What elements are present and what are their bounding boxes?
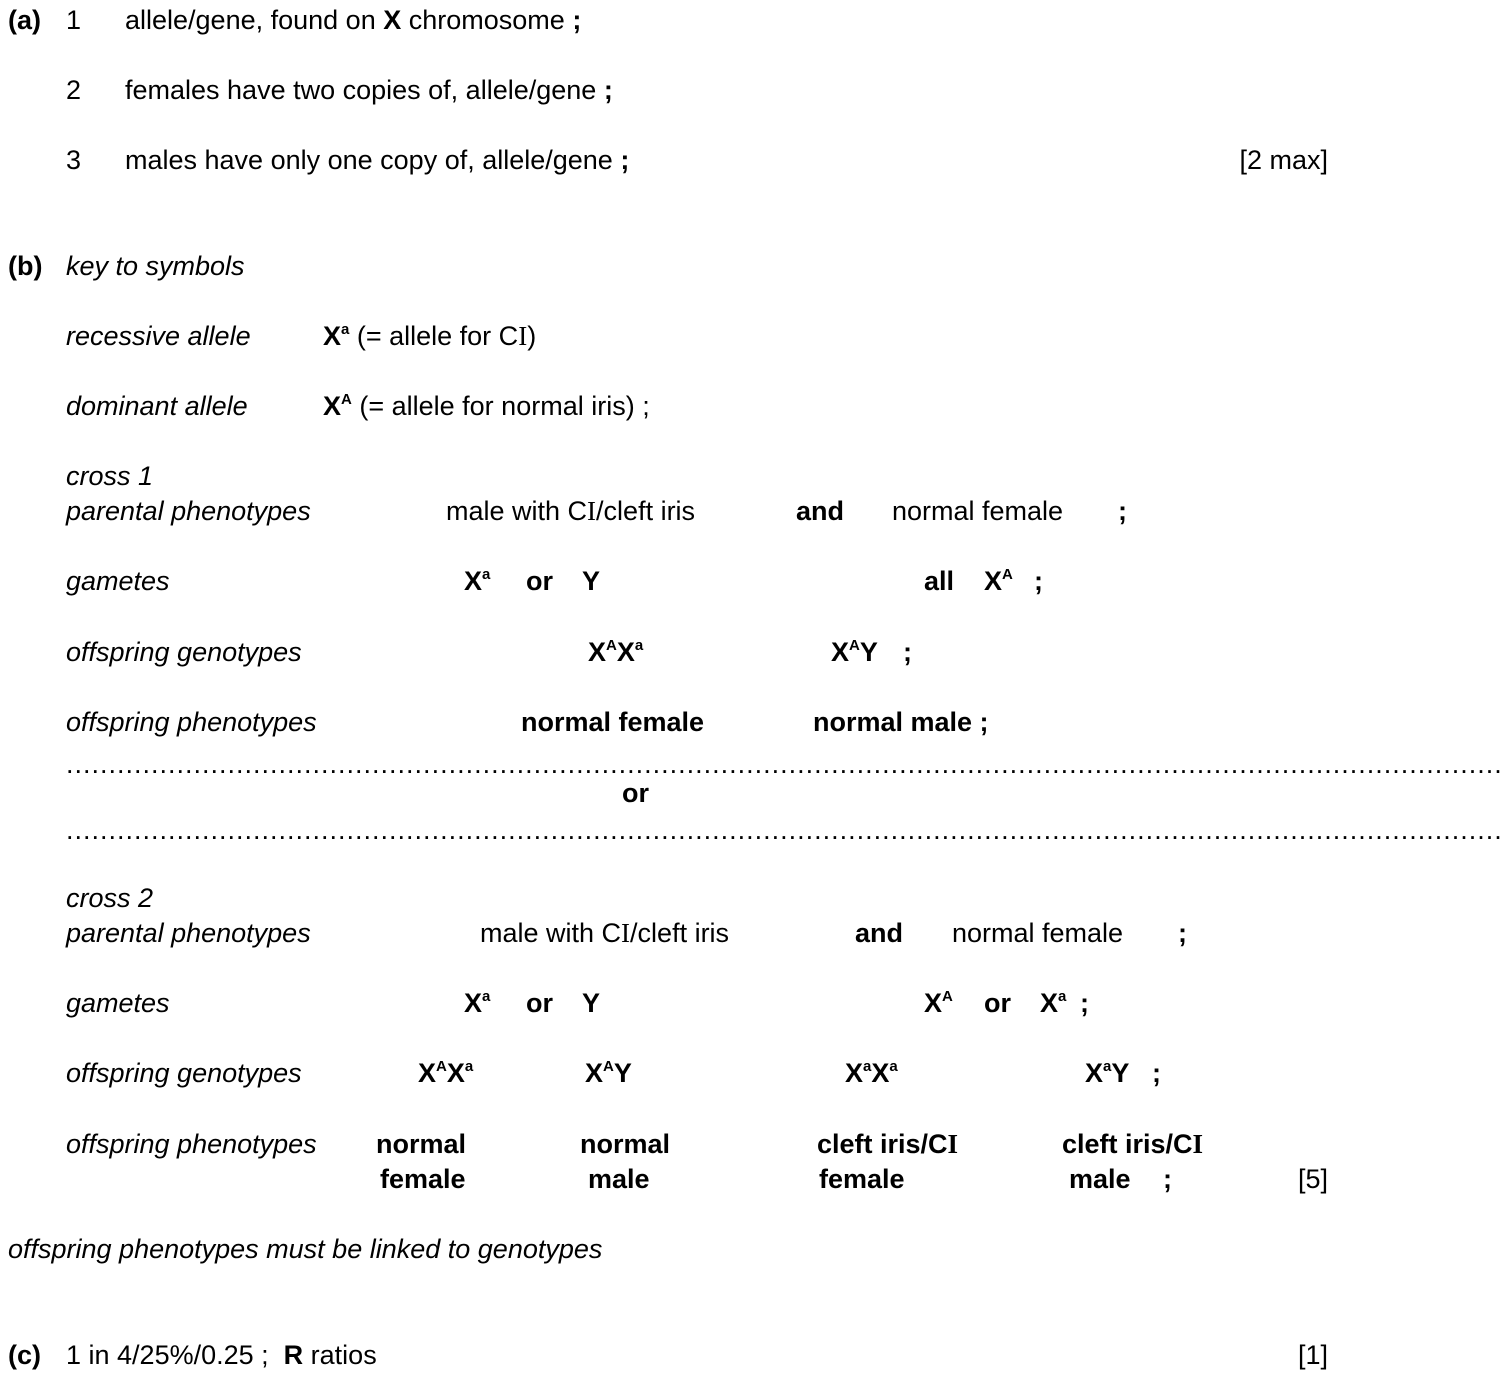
genotype: $X^aY$ [1085, 1058, 1130, 1088]
semicolon: ; [903, 637, 912, 667]
marks-a: [2 max] [1239, 145, 1328, 175]
phenotypes-label: offspring phenotypes [66, 707, 317, 737]
key-heading: key to symbols [66, 251, 245, 281]
answer-point-2: females have two copies of, allele/gene ; [125, 75, 613, 105]
phenotype: normal male ; [813, 707, 989, 737]
phenotype: normal [580, 1129, 671, 1159]
dominant-label: dominant allele [66, 391, 248, 421]
marks-b: [5] [1297, 1164, 1328, 1194]
phenotype: female [819, 1164, 905, 1194]
parental-label: parental phenotypes [66, 496, 311, 526]
parent-male: male with CI/cleft iris [480, 918, 730, 948]
part-a-label: (a) [8, 5, 41, 35]
and-text: and [855, 918, 904, 948]
semicolon: ; [1034, 566, 1043, 596]
recessive-label: recessive allele [66, 321, 251, 351]
phenotype: normal [376, 1129, 467, 1159]
parental-label: parental phenotypes [66, 918, 311, 948]
gamete-male: $X^a$ [464, 566, 491, 596]
gamete-y: Y [582, 988, 601, 1018]
phenotype: cleft iris/CI [817, 1129, 959, 1159]
answer-number: 1 [66, 5, 82, 35]
phenotype: male [1069, 1164, 1131, 1194]
genotype: $X^AX^a$ [418, 1058, 474, 1088]
gametes-label: gametes [66, 988, 170, 1018]
genotype: $X^aX^a$ [845, 1058, 898, 1088]
and-text: and [796, 496, 845, 526]
dominant-allele: $X^A$ (= allele for normal iris) ; [323, 391, 650, 421]
genotype: $X^AY$ [831, 637, 878, 667]
gamete-female: $X^A$ [924, 988, 953, 1018]
recessive-allele: $X^a$ (= allele for CI) [323, 321, 537, 351]
gamete-male: $X^a$ [464, 988, 491, 1018]
cross2-heading: cross 2 [66, 883, 154, 913]
or-text: or [526, 988, 553, 1018]
gamete-y: Y [582, 566, 601, 596]
phenotype-note: offspring phenotypes must be linked to genotypes [8, 1234, 603, 1264]
parent-male: male with CI/cleft iris [446, 496, 696, 526]
dotted-divider: ......................................................................................................................................................................... [66, 815, 1503, 845]
all-text: all [924, 566, 955, 596]
answer-point-3: males have only one copy of, allele/gene ; [125, 145, 630, 175]
genotypes-label: offspring genotypes [66, 637, 302, 667]
answer-point-1: allele/gene, found on X chromosome ; [125, 5, 582, 35]
genotypes-label: offspring genotypes [66, 1058, 302, 1088]
semicolon: ; [1163, 1164, 1172, 1194]
or-text: or [984, 988, 1011, 1018]
gamete-female: $X^A$ [984, 566, 1013, 596]
or-divider: or [622, 778, 649, 808]
marks-c: [1] [1297, 1340, 1328, 1370]
phenotype: cleft iris/CI [1062, 1129, 1204, 1159]
semicolon: ; [1118, 496, 1127, 526]
semicolon: ; [1152, 1058, 1161, 1088]
part-b-label: (b) [8, 251, 43, 281]
answer-number: 3 [66, 145, 82, 175]
dotted-divider: ......................................................................................................................................................................... [66, 749, 1503, 779]
genotype: $X^AY$ [585, 1058, 632, 1088]
genotype: $X^AX^a$ [588, 637, 644, 667]
phenotype: normal female [521, 707, 705, 737]
parent-female: normal female [952, 918, 1124, 948]
phenotypes-label: offspring phenotypes [66, 1129, 317, 1159]
semicolon: ; [1080, 988, 1089, 1018]
answer-number: 2 [66, 75, 82, 105]
parent-female: normal female [892, 496, 1064, 526]
gametes-label: gametes [66, 566, 170, 596]
gamete-female: $X^a$ [1040, 988, 1067, 1018]
or-text: or [526, 566, 553, 596]
phenotype: male [588, 1164, 650, 1194]
answer-c: 1 in 4/25%/0.25 ; R ratios [66, 1340, 377, 1370]
semicolon: ; [1178, 918, 1187, 948]
part-c-label: (c) [8, 1340, 41, 1370]
cross1-heading: cross 1 [66, 461, 154, 491]
phenotype: female [380, 1164, 466, 1194]
